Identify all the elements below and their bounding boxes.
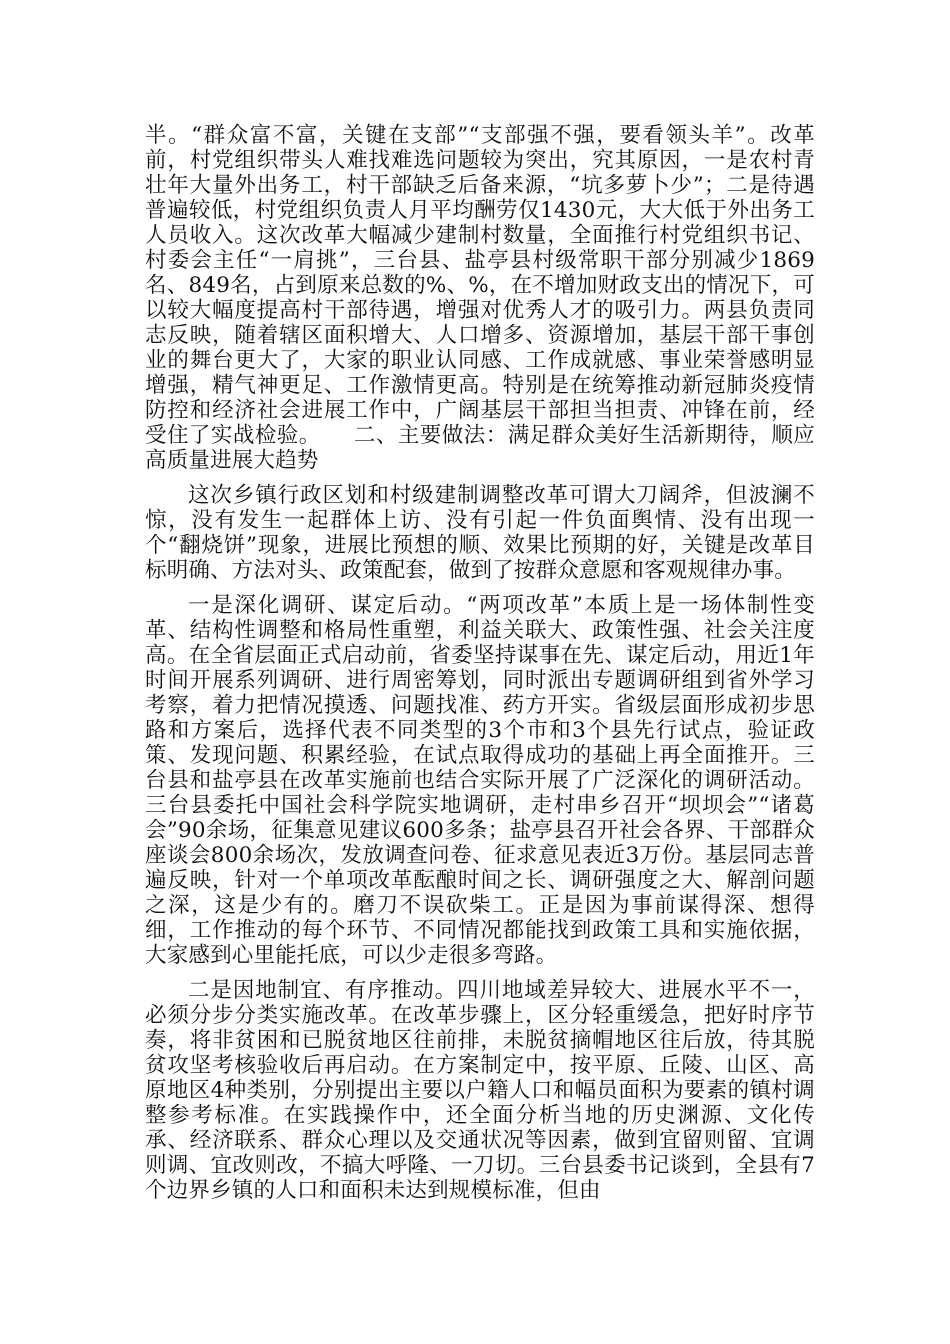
paragraph-4: 二是因地制宜、有序推动。四川地域差异较大、进展水平不一，必须分步分类实施改革。在改革步骤上，区分轻重缓急，把好时序节奏，将非贫困和已脱贫地区往前排，未脱贫摘帽地区往后放，待其脱贫攻坚考核验收后再启动。在方案制定中，按平原、丘陵、山区、高原地区4种类别，分别提出主要以户籍人口和幅员面积为要素的镇村调整参考标准。在实践操作中，还全面分析当地的历史渊源、文化传承、经济联系、群众心理以及交通状况等因素，做到宜留则留、宜调则调、宜改则改，不搞大呼隆、一刀切。三台县委书记谈到，全县有7个边界乡镇的人口和面积未达到规模标准，但由 bbox=[145, 978, 815, 1203]
document-body bbox=[145, 123, 815, 1203]
paragraph-gap bbox=[145, 473, 815, 483]
paragraph-gap bbox=[145, 583, 815, 593]
paragraph-3: 一是深化调研、谋定后动。“两项改革”本质上是一场体制性变革、结构性调整和格局性重塑，利益关联大、政策性强、社会关注度高。在全省层面正式启动前，省委坚持谋事在先、谋定后动，用近1年时间开展系列调研、进行周密筹划，同时派出专题调研组到省外学习考察，着力把情况摸透、问题找准、药方开实。省级层面形成初步思路和方案后，选择代表不同类型的3个市和3个县先行试点，验证政策、发现问题、积累经验，在试点取得成功的基础上再全面推开。三台县和盐亭县在改革实施前也结合实际开展了广泛深化的调研活动。三台县委托中国社会科学院实地调研，走村串乡召开“坝坝会”“诸葛会”90余场，征集意见建议600多条；盐亭县召开社会各界、干部群众座谈会800余场次，发放调查问卷、征求意见表近3万份。基层同志普遍反映，针对一个单项改革酝酿时间之长、调研强度之大、解剖问题之深，这是少有的。磨刀不误砍柴工。正是因为事前谋得深、想得细，工作推动的每个环节、不同情况都能找到政策工具和实施依据，大家感到心里能托底，可以少走很多弯路。 bbox=[145, 593, 815, 968]
paragraph-1: 半。“群众富不富，关键在支部”“支部强不强，要看领头羊”。改革前，村党组织带头人难找难选问题较为突出，究其原因，一是农村青壮年大量外出务工，村干部缺乏后备来源，“坑多萝卜少”；二是待遇普遍较低，村党组织负责人月平均酬劳仅1430元，大大低于外出务工人员收入。这次改革大幅减少建制村数量，全面推行村党组织书记、村委会主任“一肩挑”，三台县、盐亭县村级常职干部分别减少1869名、849名，占到原来总数的%、%，在不增加财政支出的情况下，可以较大幅度提高村干部待遇，增强对优秀人才的吸引力。两县负责同志反映，随着辖区面积增大、人口增多、资源增加，基层干部干事创业的舞台更大了，大家的职业认同感、工作成就感、事业荣誉感明显增强，精气神更足、工作激情更高。特别是在统筹推动新冠肺炎疫情防控和经济社会进展工作中，广阔基层干部担当担责、冲锋在前，经受住了实战检验。 二、主要做法：满足群众美好生活新期待，顺应高质量进展大趋势 bbox=[145, 123, 815, 473]
paragraph-2: 这次乡镇行政区划和村级建制调整改革可谓大刀阔斧，但波澜不惊，没有发生一起群体上访、没有引起一件负面舆情、没有出现一个“翻烧饼”现象，进展比预想的顺、效果比预期的好，关键是改革目标明确、方法对头、政策配套，做到了按群众意愿和客观规律办事。 bbox=[145, 483, 815, 583]
paragraph-gap bbox=[145, 968, 815, 978]
